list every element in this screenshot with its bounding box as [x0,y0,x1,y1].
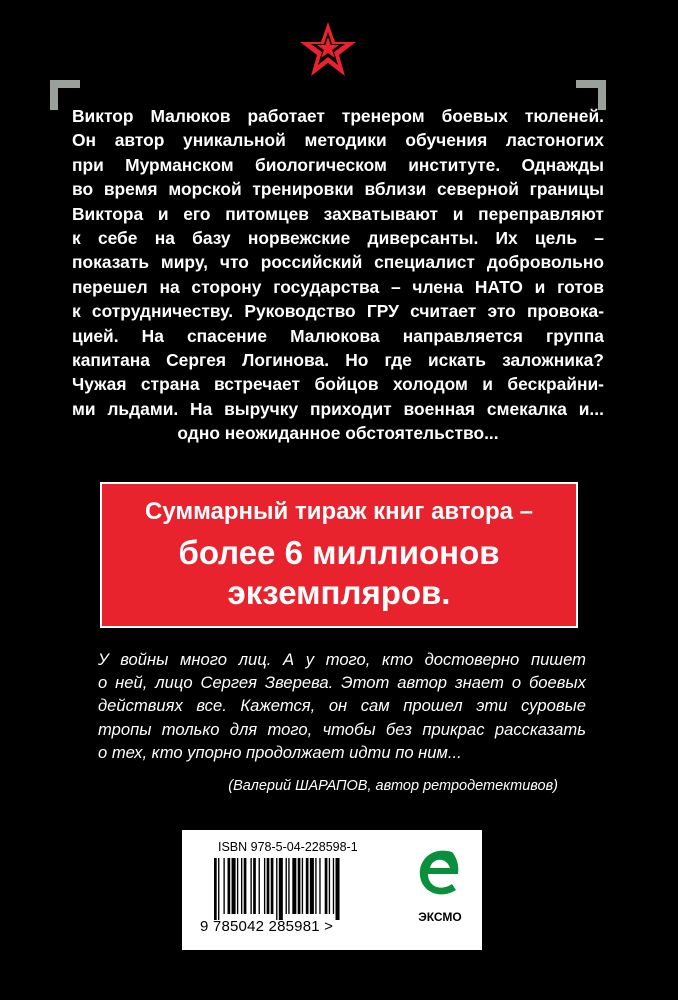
word: льдами. [107,398,179,419]
word: тренером [341,106,425,126]
word: лиц. [238,650,272,669]
word: на [154,228,175,249]
word: перешел [72,276,148,297]
word: выручку [224,398,299,419]
word: Малюкова [290,325,380,346]
word: Сергея [200,673,257,693]
barcode-bar [279,858,283,920]
word: капитана [72,350,150,371]
word: и [482,374,493,395]
word: страна [140,374,200,395]
eksmo-logo-icon [412,842,468,908]
word: добровольно [486,252,604,273]
word: ней, [115,673,148,693]
word: тропы [98,719,152,739]
barcode-bar [310,858,314,914]
red-star-icon [298,20,358,80]
blurb-line [72,324,604,348]
word: миру, [160,252,209,273]
barcode-bar [259,858,260,914]
word: границы [529,179,604,200]
word: Руководство [244,301,356,322]
word: методики [304,130,387,151]
word: члена [412,276,464,297]
barcode-bar [329,858,330,914]
word: провока- [526,301,604,322]
word: сторону [191,276,262,297]
barcode-image [212,858,402,920]
barcode-bar [333,858,334,914]
barcode-bar [292,858,296,914]
word: На [141,325,164,346]
barcode-bar [253,858,256,914]
word: того, [325,650,371,669]
word: прикрас [422,719,485,739]
word: это [487,301,516,322]
word: группа [545,325,604,346]
word: время [103,179,158,200]
barcode-bar [298,858,301,914]
quote-line [98,694,586,717]
word: к [72,301,81,322]
word: работает [247,106,325,126]
word: кто [382,650,413,669]
word: боевых [528,673,586,693]
blurb-line [72,104,604,128]
word: северной [437,179,519,200]
barcode-bar [264,858,265,914]
barcode-bar [244,858,247,914]
word: о [98,673,108,693]
promo-line-2: более 6 миллионов [178,534,500,571]
word: прошел [403,696,463,716]
barcode-bar [336,858,340,920]
word: биологическом [254,154,387,175]
quote-line [98,648,586,671]
barcode-bar [302,858,303,914]
blurb-line [72,299,604,323]
blurb-line [72,372,604,396]
word: его [183,203,211,224]
word: он [328,696,348,716]
barcode-bar [306,858,309,914]
word: Виктор [72,106,134,126]
promo-line-1: Суммарный тираж книг автора – [144,498,533,525]
word: только [161,719,220,739]
word: – [390,276,401,297]
word: холодом [392,374,468,395]
barcode-bar [325,858,328,914]
word: Чужая [72,374,127,395]
word: приходит [309,398,392,419]
word: для [229,719,258,739]
barcode-bar [218,858,219,920]
blurb-line [72,202,604,226]
word: вблизи [364,179,427,200]
blurb-line [72,275,604,299]
word: Виктора [72,203,144,224]
blurb-line [72,226,604,250]
word: бойцов [314,374,379,395]
blurb-line [72,250,604,274]
word: тренировки [252,179,354,200]
word: норвежские [247,228,351,249]
word: Этот [341,673,390,693]
barcode-bar [232,858,236,914]
word: чтобы [322,719,376,739]
blurb-line [72,348,604,372]
word: где [384,350,412,371]
word: Логинова. [242,350,330,371]
word: показать [72,252,150,273]
word: и... [578,398,604,419]
word: государства [273,276,380,297]
barcode-bar [315,858,316,914]
word: считает [410,301,477,322]
barcode-bar [250,858,251,914]
word: заложника? [502,350,604,371]
word: сотрудничеству. [91,301,234,322]
quote-line [98,718,586,741]
word: на [159,276,180,297]
quote-attribution: (Валерий ШАРАПОВ, автор ретродетективов) [228,778,558,794]
promo-box [100,482,578,628]
word: Кажется, [240,696,316,716]
word: переправляют [478,203,604,224]
word: ми [72,398,96,419]
word: много [180,650,227,669]
blurb-line [72,153,604,177]
word: цией. [72,325,119,346]
word: цель [534,228,578,249]
word: ластоногих [505,130,604,151]
word: знает [454,673,504,693]
word: себе [97,228,138,249]
word: российский [260,252,363,273]
word: у [305,650,315,669]
barcode-bar [267,858,270,914]
word: к [72,228,81,249]
word: базу [192,228,231,249]
word: институте. [408,154,501,175]
isbn-text: ISBN 978-5-04-228598-1 [218,840,358,854]
barcode-panel [182,830,482,950]
word: того, [267,719,313,739]
word: питомцев [225,203,309,224]
word: направляется [402,325,523,346]
blurb-line [72,397,604,421]
barcode-bar [214,858,217,920]
word: о [511,673,522,693]
blurb-line [72,128,604,152]
word: встречает [213,374,301,395]
barcode-bar [276,858,277,920]
barcode-bar [319,858,320,914]
word: Сергея [166,350,227,371]
word: сам [360,696,390,716]
word: боевых [441,106,508,126]
word: тюленей. [524,106,604,126]
barcode-bar [223,858,224,914]
barcode-bar [286,858,287,914]
word: Однажды [521,154,604,175]
word: Их [495,228,518,249]
word: ГРУ [366,301,399,322]
annotation-text [72,104,604,446]
word: и [534,276,546,297]
word: действиях [98,696,183,716]
barcode-bar [288,858,289,914]
word: специалист [374,252,475,273]
barcode-bar [241,858,242,914]
barcode-bar [271,858,274,914]
word: морской [168,179,242,200]
word: Малюков [150,106,231,126]
word: бескрайни- [507,374,604,395]
promo-line-3: экземпляров. [227,574,451,611]
publisher-name: ЭКСМО [418,910,462,924]
word: войны [120,650,169,669]
word: спасение [186,325,268,346]
word: Зверева. [264,673,334,693]
quote-line [98,671,586,694]
word: искать [427,350,486,371]
word: военная [403,398,476,419]
word: при [72,154,104,175]
blurb-line [72,177,604,201]
word: рассказать [494,719,586,739]
word: без [385,719,413,739]
word: и [157,203,169,224]
word: что [219,252,249,273]
word: автор [114,130,165,151]
word: пишет [530,650,586,669]
review-quote [98,648,586,764]
word: во [72,179,94,200]
quote-line: о тех, кто упорно продолжает идти по ним... [98,742,462,762]
word: У [98,650,109,669]
word: уникальной [183,130,286,151]
word: Но [345,350,369,371]
word: все. [196,696,227,716]
word: готов [557,276,604,297]
word: автор [397,673,448,693]
word: Мурманском [125,154,234,175]
word: суровые [520,696,586,716]
word: На [190,398,213,419]
word: смекалка [486,398,567,419]
word: и [452,203,464,224]
word: лицо [155,673,193,693]
word: достоверно [424,650,520,669]
blurb-line: одно неожиданное обстоятельство... [177,423,499,444]
word: – [594,228,604,249]
ean-digits: 9 785042 285981 > [200,918,334,935]
word: А [283,650,295,669]
word: НАТО [474,276,523,297]
word: Он [72,130,97,151]
word: захватывают [323,203,439,224]
word: обучения [405,130,488,151]
word: эти [476,696,508,716]
barcode-bar [237,858,238,914]
barcode-bar [228,858,231,914]
word: диверсанты. [367,228,479,249]
